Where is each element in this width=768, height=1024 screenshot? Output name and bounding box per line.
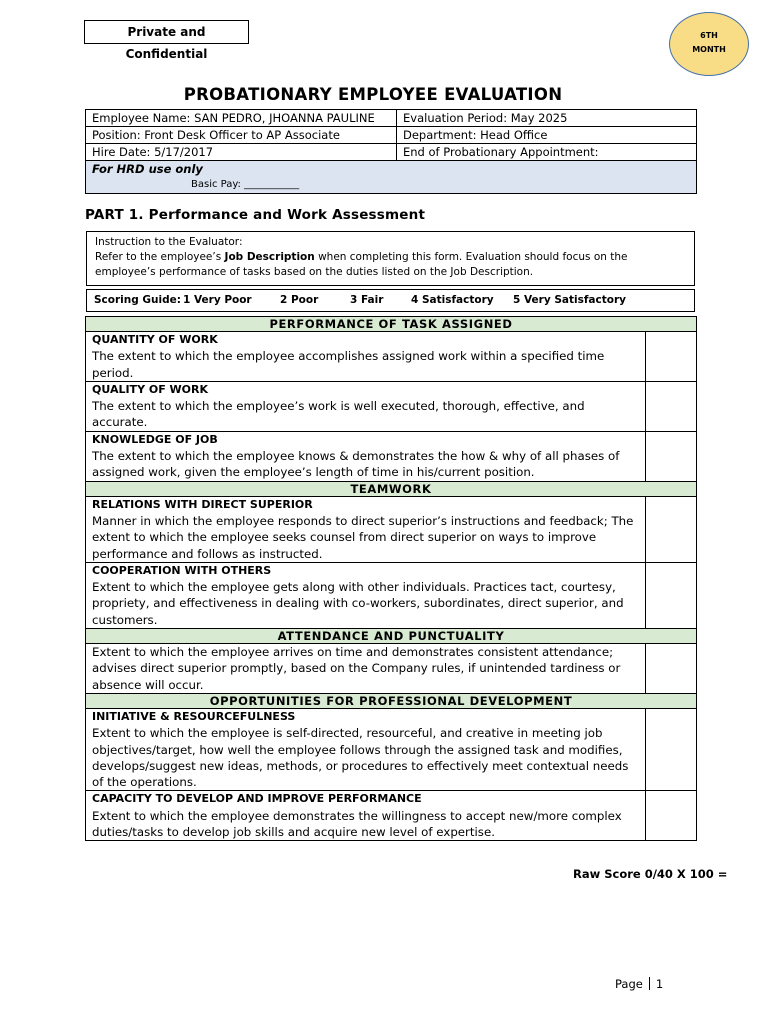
criterion-cell bbox=[86, 644, 646, 694]
scoring-option: 5 Very Satisfactory bbox=[513, 294, 626, 306]
criterion-cell bbox=[86, 791, 646, 841]
scoring-option: 4 Satisfactory bbox=[411, 294, 494, 306]
instruction-job-description: Job Description bbox=[224, 251, 315, 263]
month-badge bbox=[669, 12, 749, 76]
department: Department: Head Office bbox=[397, 127, 697, 144]
scoring-option: 1 Very Poor bbox=[183, 294, 252, 306]
section-header: PERFORMANCE OF TASK ASSIGNED bbox=[86, 317, 697, 332]
score-cell[interactable] bbox=[646, 496, 697, 562]
criterion-title: QUANTITY OF WORK bbox=[92, 333, 218, 346]
criterion-cell bbox=[86, 708, 646, 790]
scoring-label: Scoring Guide: bbox=[94, 294, 181, 306]
criterion-title: COOPERATION WITH OTHERS bbox=[92, 563, 272, 577]
criterion-description: The extent to which the employee knows & demonstrates the how & why of all phases of assigned work, given the employee’s length of time in his/current position. bbox=[92, 449, 620, 480]
employee-name: Employee Name: SAN PEDRO, JHOANNA PAULINE bbox=[86, 110, 397, 127]
position: Position: Front Desk Officer to AP Associate bbox=[86, 127, 397, 144]
employee-info-table bbox=[85, 109, 697, 194]
scoring-option: 2 Poor bbox=[280, 294, 319, 306]
score-cell[interactable] bbox=[646, 332, 697, 382]
criterion-title: KNOWLEDGE OF JOB bbox=[92, 432, 218, 446]
score-cell[interactable] bbox=[646, 562, 697, 628]
raw-score: Raw Score 0/40 X 100 = bbox=[573, 867, 728, 881]
hire-date: Hire Date: 5/17/2017 bbox=[86, 144, 397, 161]
criterion-cell bbox=[86, 431, 646, 481]
criterion-description: Manner in which the employee responds to direct superior’s instructions and feedback; The extent to which the employee seeks counsel from direct superior on ways to improve performance and follows as instructed. bbox=[92, 513, 634, 561]
basic-pay-field: Basic Pay: ___________ bbox=[191, 179, 300, 190]
criterion-description: Extent to which the employee demonstrates the willingness to accept new/more complex duties/tasks to develop job skills and acquire new level of expertise. bbox=[92, 808, 622, 840]
hrd-label: For HRD use only bbox=[92, 162, 203, 176]
criterion-title: QUALITY OF WORK bbox=[92, 382, 209, 396]
criterion-description: The extent to which the employee accomplishes assigned work within a specified time period. bbox=[92, 349, 605, 380]
page-number-value: 1 bbox=[655, 977, 664, 991]
section-header: TEAMWORK bbox=[86, 481, 697, 496]
page-title: PROBATIONARY EMPLOYEE EVALUATION bbox=[183, 85, 563, 104]
page-separator bbox=[649, 977, 650, 990]
evaluation-period: Evaluation Period: May 2025 bbox=[397, 110, 697, 127]
criterion-description: The extent to which the employee’s work is well executed, thorough, effective, and accurate. bbox=[92, 399, 585, 430]
page-label: Page bbox=[615, 977, 643, 991]
section-header: ATTENDANCE AND PUNCTUALITY bbox=[86, 629, 697, 644]
criterion-description: Extent to which the employee gets along with other individuals. Practices tact, courtesy, propriety, and effectiveness in dealing with co-workers, subordinates, direct superior, and customers. bbox=[92, 580, 624, 627]
criterion-cell bbox=[86, 562, 646, 628]
scoring-option: 3 Fair bbox=[350, 294, 384, 306]
month-badge-word: MONTH bbox=[692, 45, 726, 54]
criterion-cell bbox=[86, 496, 646, 562]
page-number bbox=[615, 977, 663, 991]
criterion-title: CAPACITY TO DEVELOP AND IMPROVE PERFORMANCE bbox=[92, 792, 422, 806]
month-badge-number: 6TH bbox=[700, 31, 718, 40]
score-cell[interactable] bbox=[646, 708, 697, 790]
instruction-box bbox=[86, 231, 695, 286]
score-cell[interactable] bbox=[646, 644, 697, 694]
score-cell[interactable] bbox=[646, 431, 697, 481]
score-cell[interactable] bbox=[646, 381, 697, 431]
criterion-title: RELATIONS WITH DIRECT SUPERIOR bbox=[92, 497, 313, 511]
criterion-cell bbox=[86, 332, 646, 382]
instruction-text-pre: Refer to the employee’s bbox=[95, 251, 225, 263]
instruction-title: Instruction to the Evaluator: bbox=[95, 236, 243, 248]
criterion-description: Extent to which the employee is self-directed, resourceful, and creative in meeting job objectives/target, how well the employee follows through the assigned task and modifies, develops/suggest new ideas, methods, or procedures to effectively meet contextual needs of the operations. bbox=[92, 726, 629, 790]
score-cell[interactable] bbox=[646, 791, 697, 841]
criterion-title: INITIATIVE & RESOURCEFULNESS bbox=[92, 709, 296, 723]
end-of-probation: End of Probationary Appointment: bbox=[397, 144, 697, 161]
instruction-text bbox=[95, 250, 686, 280]
evaluation-table bbox=[85, 316, 697, 841]
scoring-guide bbox=[86, 289, 695, 312]
part1-heading: PART 1. Performance and Work Assessment bbox=[85, 207, 426, 223]
criterion-description: Extent to which the employee arrives on time and demonstrates consistent attendance; advises direct superior promptly, based on the Company rules, if unintended tardiness or absence will occur. bbox=[92, 645, 621, 692]
section-header: OPPORTUNITIES FOR PROFESSIONAL DEVELOPMENT bbox=[86, 693, 697, 708]
instruction-text-post: when completing this form. Evaluation should focus on the employee’s performance of tasks based on the duties listed on the Job Description. bbox=[95, 251, 628, 278]
confidential-label: Private and Confidential bbox=[84, 20, 249, 44]
hrd-box bbox=[86, 161, 697, 194]
criterion-cell bbox=[86, 381, 646, 431]
